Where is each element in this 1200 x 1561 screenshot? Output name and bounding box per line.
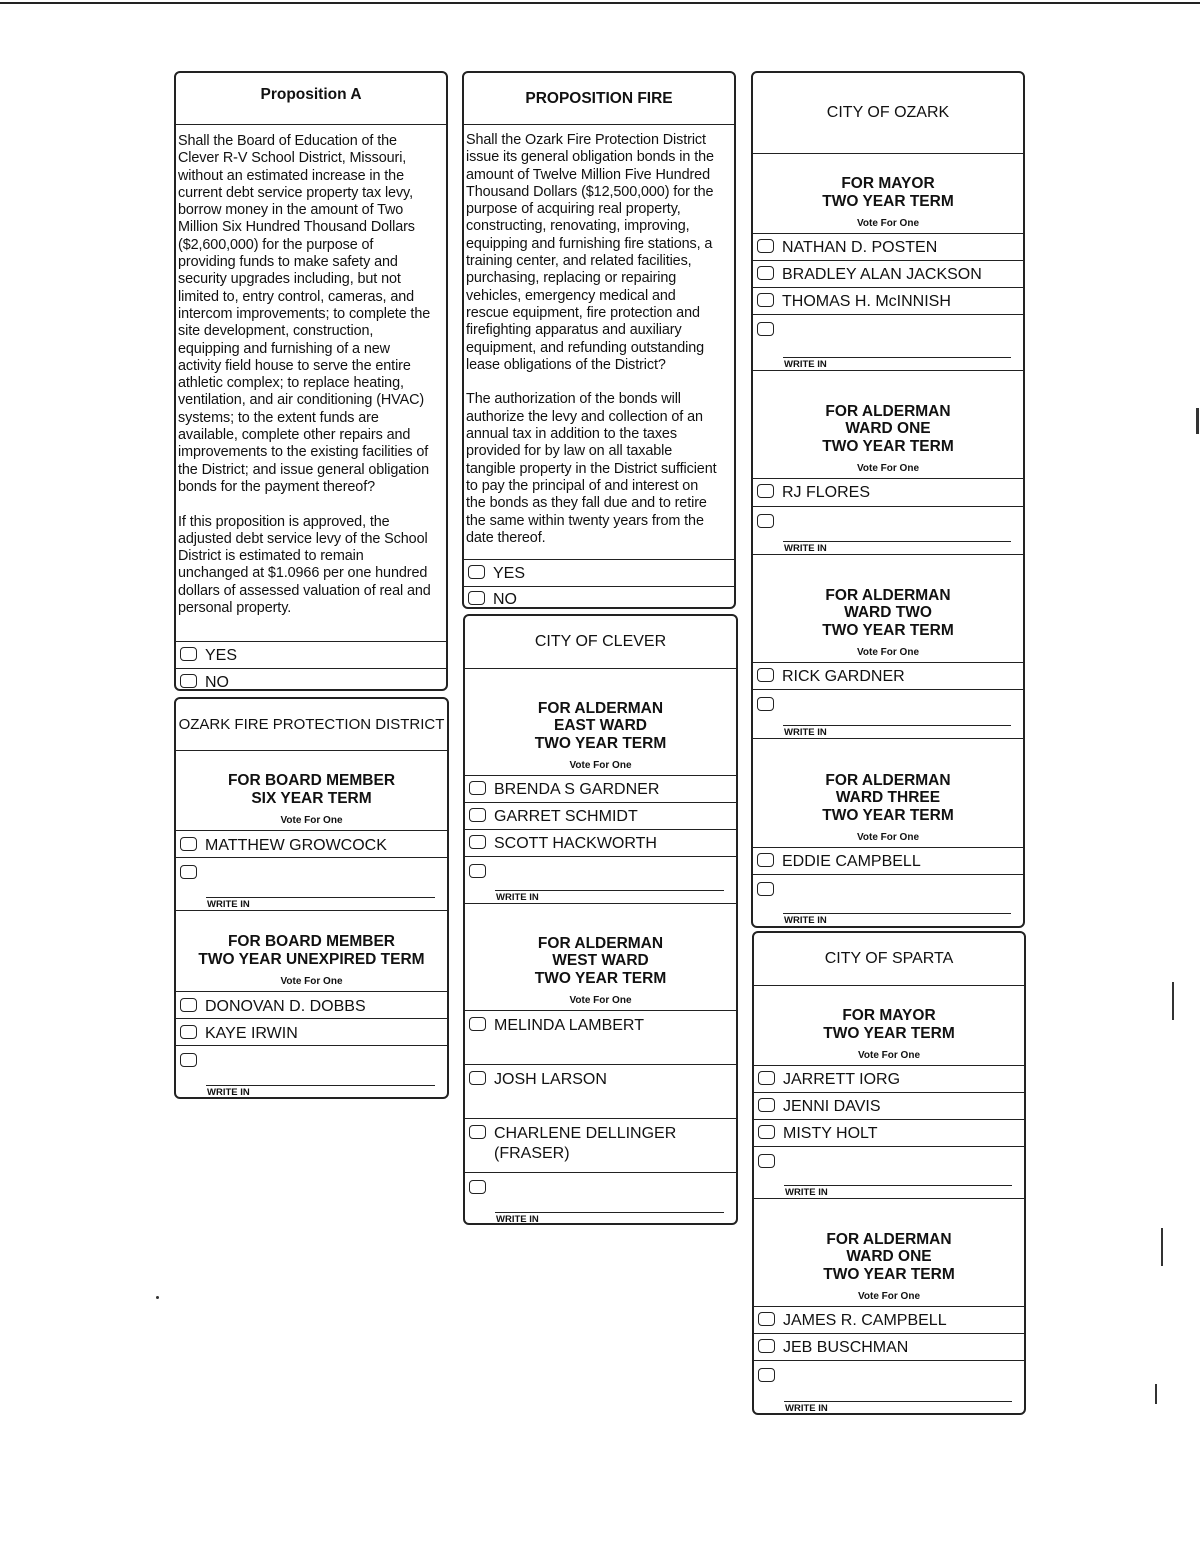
candidate-option[interactable] xyxy=(465,1119,736,1173)
board-six-year-office xyxy=(176,751,447,831)
ballot-oval-icon[interactable] xyxy=(757,668,774,682)
write-in-line[interactable] xyxy=(206,897,435,898)
write-in-slot[interactable] xyxy=(465,1173,736,1225)
candidate-option[interactable] xyxy=(176,831,447,858)
candidate-name: KAYE IRWIN xyxy=(205,1025,298,1042)
write-in-line[interactable] xyxy=(783,541,1011,542)
ballot-oval-icon[interactable] xyxy=(180,1053,197,1067)
scan-mark xyxy=(156,1296,159,1299)
option-label: YES xyxy=(205,647,238,664)
city-of-ozark-title xyxy=(753,73,1023,154)
ballot-oval-icon[interactable] xyxy=(758,1098,775,1112)
city-of-ozark-box xyxy=(751,71,1025,928)
ballot-oval-icon[interactable] xyxy=(469,1180,486,1194)
candidate-option[interactable] xyxy=(465,776,736,803)
ballot-oval-icon[interactable] xyxy=(757,514,774,528)
sparta-ward-one-office xyxy=(754,1199,1024,1307)
proposition-a-title-text: Proposition A xyxy=(260,86,362,103)
write-in-slot[interactable] xyxy=(753,690,1023,739)
ballot-oval-icon[interactable] xyxy=(469,781,486,795)
candidate-name: THOMAS H. McINNISH xyxy=(782,293,951,310)
write-in-slot[interactable] xyxy=(753,315,1023,371)
ozark-ward-two-office xyxy=(753,555,1023,663)
proposition-a-title xyxy=(176,73,446,125)
office-title: FOR ALDERMAN WARD ONE TWO YEAR TERM xyxy=(823,1230,955,1283)
candidate-option[interactable] xyxy=(753,288,1023,315)
ballot-oval-icon[interactable] xyxy=(468,591,485,605)
candidate-option[interactable] xyxy=(465,830,736,857)
ballot-oval-icon[interactable] xyxy=(469,1017,486,1031)
ballot-oval-icon[interactable] xyxy=(758,1312,775,1326)
option-label: YES xyxy=(493,565,526,582)
office-title: FOR ALDERMAN WARD TWO TWO YEAR TERM xyxy=(822,586,954,639)
write-in-label: WRITE IN xyxy=(785,1187,828,1198)
write-in-label: WRITE IN xyxy=(784,543,827,554)
scan-mark xyxy=(1155,1384,1157,1404)
ozark-mayor-office xyxy=(753,154,1023,234)
ozark-ward-three-office xyxy=(753,739,1023,848)
office-title: FOR ALDERMAN WARD ONE TWO YEAR TERM xyxy=(822,402,954,455)
candidate-name: GARRET SCHMIDT xyxy=(494,808,638,825)
candidate-option[interactable] xyxy=(753,848,1023,875)
write-in-slot[interactable] xyxy=(753,875,1023,926)
ballot-oval-icon[interactable] xyxy=(758,1071,775,1085)
candidate-name: CHARLENE DELLINGER (FRASER) xyxy=(494,1125,677,1162)
ballot-oval-icon[interactable] xyxy=(757,853,774,867)
candidate-option[interactable] xyxy=(754,1093,1024,1120)
office-title: FOR ALDERMAN EAST WARD TWO YEAR TERM xyxy=(534,699,667,752)
candidate-name: JAMES R. CAMPBELL xyxy=(783,1312,947,1329)
candidate-name: NATHAN D. POSTEN xyxy=(782,239,938,256)
vote-for-label: Vote For One xyxy=(856,832,920,843)
write-in-label: WRITE IN xyxy=(207,899,250,910)
city-of-sparta-title-text: CITY OF SPARTA xyxy=(824,950,954,967)
write-in-line[interactable] xyxy=(495,1212,724,1213)
write-in-label: WRITE IN xyxy=(207,1087,250,1098)
candidate-option[interactable] xyxy=(754,1307,1024,1334)
scan-mark xyxy=(1196,408,1199,434)
write-in-line[interactable] xyxy=(783,357,1011,358)
option-label: NO xyxy=(493,591,517,608)
ballot-oval-icon[interactable] xyxy=(757,293,774,307)
candidate-name: RJ FLORES xyxy=(782,484,871,501)
write-in-slot[interactable] xyxy=(754,1147,1024,1199)
ballot-oval-icon[interactable] xyxy=(757,239,774,253)
write-in-label: WRITE IN xyxy=(784,359,827,370)
write-in-label: WRITE IN xyxy=(785,1403,828,1414)
top-border-line xyxy=(0,2,1200,4)
ballot-oval-icon[interactable] xyxy=(180,865,197,879)
candidate-option[interactable] xyxy=(754,1066,1024,1093)
ozark-fire-district-title xyxy=(176,699,447,751)
office-title: FOR MAYOR TWO YEAR TERM xyxy=(823,1007,955,1042)
write-in-line[interactable] xyxy=(784,1185,1012,1186)
write-in-label: WRITE IN xyxy=(784,727,827,738)
proposition-fire-title-text: PROPOSITION FIRE xyxy=(525,89,673,107)
sparta-mayor-office xyxy=(754,986,1024,1066)
ozark-fire-district-title-text: OZARK FIRE PROTECTION DISTRICT xyxy=(178,716,445,733)
candidate-name: JOSH LARSON xyxy=(494,1071,607,1088)
office-title: FOR ALDERMAN WARD THREE TWO YEAR TERM xyxy=(822,771,954,824)
candidate-option[interactable] xyxy=(465,1011,736,1065)
proposition-a-yes-option[interactable] xyxy=(176,642,446,669)
candidate-name: MELINDA LAMBERT xyxy=(494,1017,644,1034)
ballot-oval-icon[interactable] xyxy=(469,835,486,849)
office-title: FOR BOARD MEMBER TWO YEAR UNEXPIRED TERM xyxy=(198,933,425,968)
vote-for-label: Vote For One xyxy=(569,760,632,771)
ballot-oval-icon[interactable] xyxy=(180,647,197,661)
write-in-slot[interactable] xyxy=(176,1046,447,1098)
candidate-option[interactable] xyxy=(465,803,736,830)
ballot-oval-icon[interactable] xyxy=(757,322,774,336)
candidate-option[interactable] xyxy=(753,261,1023,288)
candidate-option[interactable] xyxy=(753,663,1023,690)
alderman-east-ward-office xyxy=(465,669,736,776)
candidate-name: JARRETT IORG xyxy=(783,1071,901,1088)
candidate-name: JEB BUSCHMAN xyxy=(783,1339,909,1356)
proposition-a-text: Shall the Board of Education of the Clever R-V School District, Missouri, without an estimated increase in the current debt service property tax levy, borrow money in the amount of Two Million Six Hundred Thousand Dollars ($2,600,000) for the purpose of providing funds to make safety and security upgrades including, but not limited to, entry control, cameras, and intercom improvements; to complete the site development, construction, equipping and furnishing of a new activity field house to serve the entire athletic complex; to replace heating, ventilation, and air conditioning (HVAC) systems; to the extent funds are available, complete other repairs and improvements to the existing facilities of the District; and issue general obligation bonds for the payment thereof? If this proposition is approved, the adjusted debt service levy of the School District is estimated to remain unchanged at $1.0966 per one hundred dollars of assessed valuation of real and personal property. xyxy=(178,133,431,617)
scan-mark xyxy=(1172,982,1174,1020)
vote-for-label: Vote For One xyxy=(569,995,632,1006)
proposition-fire-text: Shall the Ozark Fire Protection District issue its general obligation bonds in the amount of Twelve Million Five Hundred Thousand Dollars ($12,500,000) for the purpose of acquiring real property, constructing, renovating, improving, equipping and furnishing fire stations, a training center, and related facilities, purchasing, replacing or repairing vehicles, emergency medical and rescue equipment, fire protection and firefighting apparatus and auxiliary equipment, and refunding outstanding lease obligations of the District? The authorization of the bonds will authorize the levy and collection of an annual tax in addition to the taxes provided for by law on all taxable tangible property in the District sufficient to pay the principal of and interest on the bonds as they fall due and to retire the same within twenty years from the date thereof. xyxy=(466,132,717,546)
candidate-option[interactable] xyxy=(465,1065,736,1119)
candidate-option[interactable] xyxy=(753,479,1023,507)
vote-for-label: Vote For One xyxy=(856,463,920,474)
candidate-option[interactable] xyxy=(176,992,447,1019)
candidate-name: RICK GARDNER xyxy=(782,668,905,685)
ballot-oval-icon[interactable] xyxy=(758,1368,775,1382)
candidate-name: JENNI DAVIS xyxy=(783,1098,881,1115)
city-of-clever-title-text: CITY OF CLEVER xyxy=(534,633,667,650)
proposition-fire-title xyxy=(464,73,734,125)
candidate-name: SCOTT HACKWORTH xyxy=(494,835,657,852)
candidate-option[interactable] xyxy=(754,1120,1024,1147)
candidate-option[interactable] xyxy=(753,234,1023,261)
write-in-label: WRITE IN xyxy=(496,892,539,903)
candidate-name: MISTY HOLT xyxy=(783,1125,878,1142)
write-in-label: WRITE IN xyxy=(496,1214,539,1225)
ballot-oval-icon[interactable] xyxy=(758,1125,775,1139)
city-of-ozark-title-text: CITY OF OZARK xyxy=(826,104,950,121)
vote-for-label: Vote For One xyxy=(857,1050,921,1061)
ballot-oval-icon[interactable] xyxy=(758,1154,775,1168)
ballot-oval-icon[interactable] xyxy=(469,1071,486,1085)
candidate-option[interactable] xyxy=(754,1334,1024,1361)
ballot-oval-icon[interactable] xyxy=(757,484,774,498)
ballot-oval-icon[interactable] xyxy=(180,998,197,1012)
city-of-clever-title xyxy=(465,616,736,669)
candidate-name: BRADLEY ALAN JACKSON xyxy=(782,266,982,283)
proposition-fire-box xyxy=(462,71,736,609)
ballot-oval-icon[interactable] xyxy=(757,697,774,711)
write-in-line[interactable] xyxy=(495,890,724,891)
write-in-slot[interactable] xyxy=(465,857,736,904)
ballot-oval-icon[interactable] xyxy=(469,808,486,822)
city-of-sparta-box xyxy=(752,931,1026,1415)
ballot-oval-icon[interactable] xyxy=(180,837,197,851)
city-of-sparta-title xyxy=(754,933,1024,986)
write-in-line[interactable] xyxy=(784,1401,1012,1402)
ballot-oval-icon[interactable] xyxy=(757,266,774,280)
vote-for-label: Vote For One xyxy=(856,218,920,229)
board-two-year-office xyxy=(176,911,447,992)
candidate-name: BRENDA S GARDNER xyxy=(494,781,660,798)
candidate-name: MATTHEW GROWCOCK xyxy=(205,837,387,854)
ballot-oval-icon[interactable] xyxy=(180,674,197,688)
candidate-name: EDDIE CAMPBELL xyxy=(782,853,921,870)
ballot-oval-icon[interactable] xyxy=(468,565,485,579)
city-of-clever-box xyxy=(463,614,738,1225)
ozark-ward-one-office xyxy=(753,371,1023,479)
office-title: FOR BOARD MEMBER SIX YEAR TERM xyxy=(227,772,396,807)
write-in-slot[interactable] xyxy=(754,1361,1024,1414)
ballot-oval-icon[interactable] xyxy=(757,882,774,896)
proposition-a-box xyxy=(174,71,448,691)
vote-for-label: Vote For One xyxy=(280,976,343,987)
vote-for-label: Vote For One xyxy=(856,647,920,658)
ballot-oval-icon[interactable] xyxy=(469,1125,486,1139)
candidate-name: DONOVAN D. DOBBS xyxy=(205,998,366,1015)
write-in-line[interactable] xyxy=(206,1085,435,1086)
write-in-line[interactable] xyxy=(783,913,1011,914)
ballot-oval-icon[interactable] xyxy=(758,1339,775,1353)
proposition-fire-yes-option[interactable] xyxy=(464,560,734,587)
ozark-fire-district-box xyxy=(174,697,449,1099)
scan-mark xyxy=(1161,1228,1163,1266)
write-in-slot[interactable] xyxy=(176,858,447,911)
proposition-a-no-option[interactable] xyxy=(176,669,446,691)
office-title: FOR MAYOR TWO YEAR TERM xyxy=(822,175,954,210)
candidate-option[interactable] xyxy=(176,1019,447,1046)
option-label: NO xyxy=(205,674,229,691)
write-in-label: WRITE IN xyxy=(784,915,827,926)
vote-for-label: Vote For One xyxy=(857,1291,921,1302)
alderman-west-ward-office xyxy=(465,904,736,1011)
vote-for-label: Vote For One xyxy=(280,815,343,826)
ballot-oval-icon[interactable] xyxy=(469,864,486,878)
office-title: FOR ALDERMAN WEST WARD TWO YEAR TERM xyxy=(534,934,667,987)
proposition-fire-no-option[interactable] xyxy=(464,587,734,609)
write-in-slot[interactable] xyxy=(753,507,1023,555)
write-in-line[interactable] xyxy=(783,725,1011,726)
ballot-oval-icon[interactable] xyxy=(180,1025,197,1039)
